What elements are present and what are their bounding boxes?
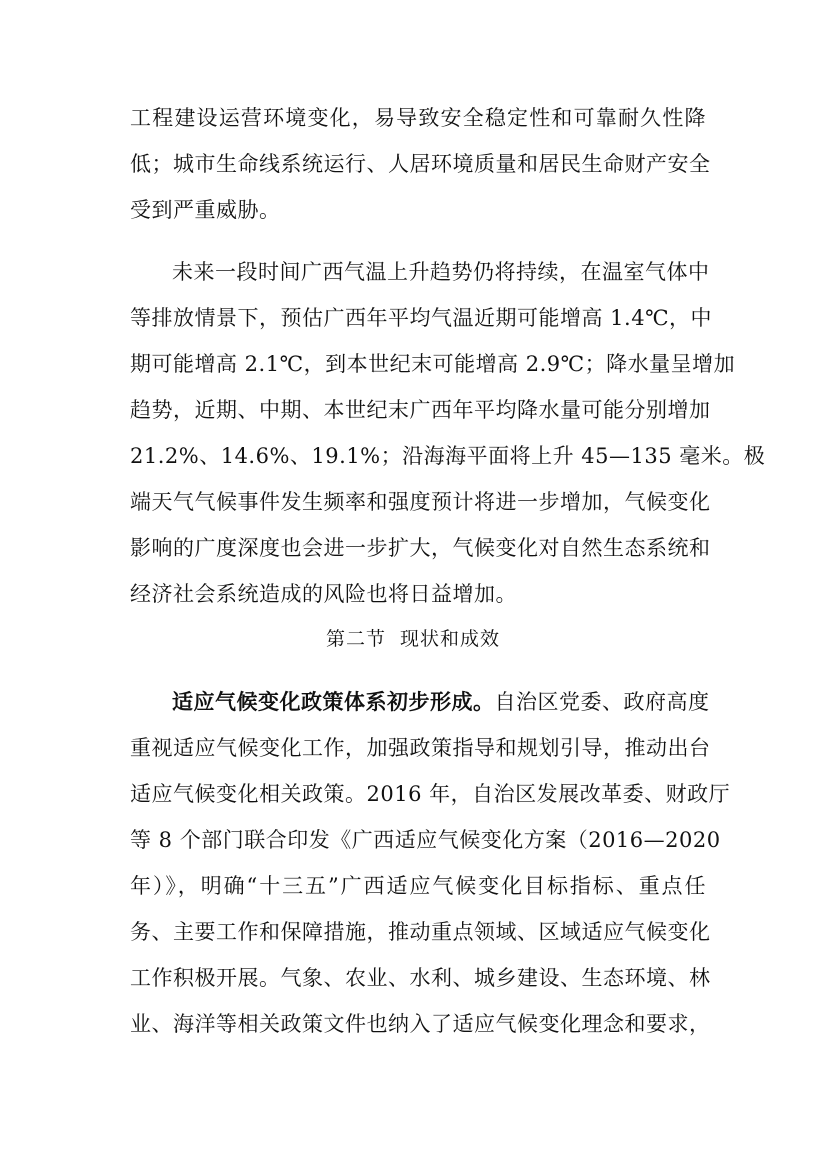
paragraph-2-line-5: 21.2%、14.6%、19.1%；沿海海平面将上升 45—135 毫米。极 [130,444,766,468]
section-heading [0,619,826,659]
paragraph-3-line-8: 业、海洋等相关政策文件也纳入了适应气候变化理念和要求， [130,1012,711,1036]
paragraph-2-line-2: 等排放情景下，预估广西年平均气温近期可能增高 1.4℃，中 [130,306,713,330]
paragraph-3-line-6: 务、主要工作和保障措施，推动重点领域、区域适应气候变化 [130,920,711,944]
paragraph-2-line-1: 未来一段时间广西气温上升趋势仍将持续，在温室气体中 [172,260,710,284]
paragraph-2-line-4: 趋势，近期、中期、本世纪末广西年平均降水量可能分别增加 [130,398,711,422]
paragraph-3-line-3: 适应气候变化相关政策。2016 年，自治区发展改革委、财政厅 [130,782,731,806]
paragraph-3-lead: 适应气候变化政策体系初步形成。 [172,689,495,714]
paragraph-3-line-5: 年）》，明确“十三五”广西适应气候变化目标指标、重点任 [130,874,706,898]
paragraph-3-line-2: 重视适应气候变化工作，加强政策指导和规划引导，推动出台 [130,736,711,760]
paragraph-2-line-6: 端天气气候事件发生频率和强度预计将进一步增加，气候变化 [130,490,711,514]
paragraph-1-line-3: 受到严重威胁。 [130,198,281,222]
paragraph-1-line-2: 低；城市生命线系统运行、人居环境质量和居民生命财产安全 [130,152,711,176]
paragraph-2-line-7: 影响的广度深度也会进一步扩大，气候变化对自然生态系统和 [130,536,711,560]
section-number: 第二节 [325,628,386,650]
section-title: 现状和成效 [400,628,501,650]
paragraph-3-line-1-text: 自治区党委、政府高度 [494,690,710,714]
paragraph-3-line-4: 等 8 个部门联合印发《广西适应气候变化方案（2016—2020 [130,828,721,852]
paragraph-1-line-1: 工程建设运营环境变化，易导致安全稳定性和可靠耐久性降 [130,106,706,130]
paragraph-2-line-8: 经济社会系统造成的风险也将日益增加。 [130,582,517,606]
paragraph-3-line-7: 工作积极开展。气象、农业、水利、城乡建设、生态环境、林 [130,966,711,990]
paragraph-2-line-3: 期可能增高 2.1℃，到本世纪末可能增高 2.9℃；降水量呈增加 [130,352,736,376]
paragraph-3-line-1 [172,682,710,722]
